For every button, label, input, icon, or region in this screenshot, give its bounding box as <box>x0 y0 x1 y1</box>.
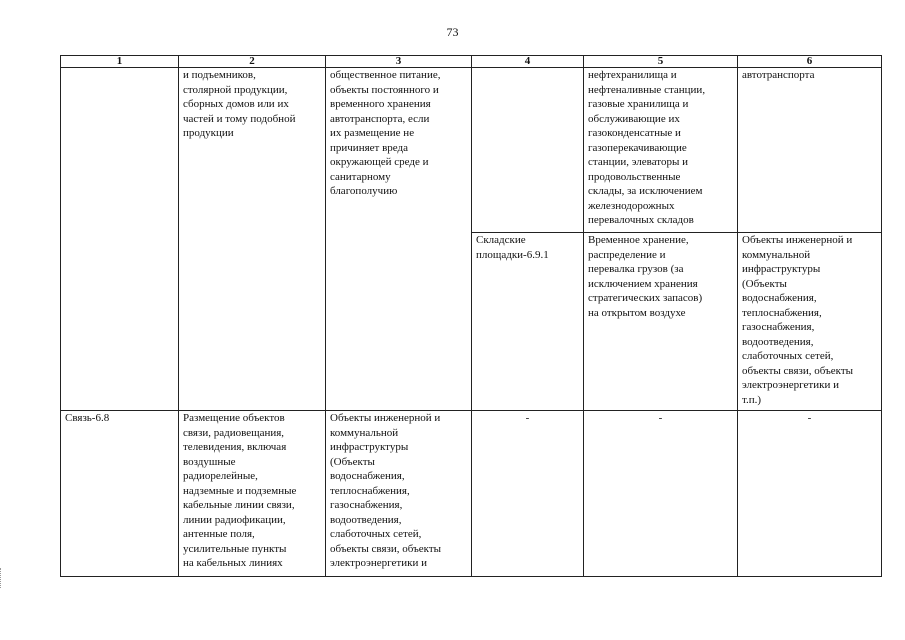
conditional-auxiliary-cell: - <box>738 411 882 577</box>
header-cell-1: 1 <box>61 56 179 68</box>
header-cell-6: 6 <box>738 56 882 68</box>
table-row <box>61 411 882 577</box>
page-number: 73 <box>446 25 459 39</box>
activity-name-cell <box>61 68 179 411</box>
activity-description-cell: Размещение объектов связи, радиовещания, телевидения, включая воздушные радиорелейные, надземные и подземные кабельные линии связи, линии радиофикации, антенные поля, усилительные пункты на кабельных линиях <box>179 411 326 577</box>
zoning-table <box>60 55 882 577</box>
table-header-row <box>61 56 882 68</box>
conditional-use-cell: - <box>472 411 584 577</box>
header-cell-5: 5 <box>584 56 738 68</box>
header-cell-4: 4 <box>472 56 584 68</box>
conditional-description-cell: - <box>584 411 738 577</box>
conditional-auxiliary-cell: Объекты инженерной и коммунальной инфраструктуры (Объекты водоснабжения, теплоснабжения, газоснабжения, водоотведения, слаботочных сетей, объекты связи, объекты электроэнергетики и т.п.) <box>738 233 882 411</box>
conditional-description-cell: Временное хранение, распределение и перевалка грузов (за исключением хранения стратегических запасов) на открытом воздухе <box>584 233 738 411</box>
auxiliary-use-cell: общественное питание, объекты постоянного и временного хранения автотранспорта, если их размещение не причиняет вреда окружающей среде и санитарному благополучию <box>326 68 472 411</box>
conditional-use-cell <box>472 68 584 233</box>
activity-name-cell: Связь-6.8 <box>61 411 179 577</box>
table-row <box>61 68 882 233</box>
conditional-description-cell: нефтехранилища и нефтеналивные станции, газовые хранилища и обслуживающие их газоконденсатные и газоперекачивающие станции, элеваторы и продовольственные склады, за исключением железнодорожных перевалочных складов <box>584 68 738 233</box>
header-cell-3: 3 <box>326 56 472 68</box>
conditional-auxiliary-cell: автотранспорта <box>738 68 882 233</box>
auxiliary-use-cell: Объекты инженерной и коммунальной инфраструктуры (Объекты водоснабжения, теплоснабжения, газоснабжения, водоотведения, слаботочных сетей, объекты связи, объекты электроэнергетики и <box>326 411 472 577</box>
activity-description-cell: и подъемников, столярной продукции, сборных домов или их частей и тому подобной продукции <box>179 68 326 411</box>
conditional-use-cell: Складские площадки-6.9.1 <box>472 233 584 411</box>
margin-mark <box>0 568 5 588</box>
header-cell-2: 2 <box>179 56 326 68</box>
